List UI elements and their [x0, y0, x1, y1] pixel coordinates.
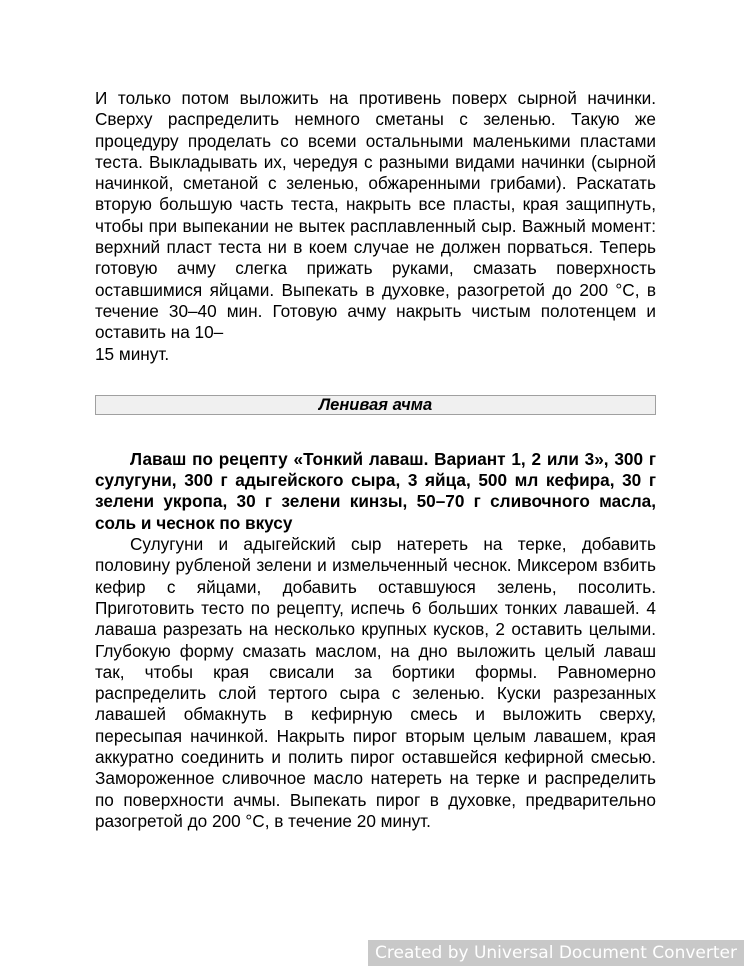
document-page — [95, 88, 656, 832]
watermark-banner: Created by Universal Document Converter — [368, 940, 744, 966]
ingredients-paragraph: Лаваш по рецепту «Тонкий лаваш. Вариант 1, 2 или 3», 300 г сулугуни, 300 г адыгейского сыра, 3 яйца, 500 мл кефира, 30 г зелени укропа, 30 г зелени кинзы, 50–70 г сливочного масла, соль и чеснок по вкусу — [95, 448, 656, 533]
instructions-paragraph: Сулугуни и адыгейский сыр натереть на терке, добавить половину рубленой зелени и измельченный чеснок. Миксером взбить кефир с яйцами, добавить оставшуюся зелень, посолить. Приготовить тесто по рецепту, испечь 6 больших тонких лавашей. 4 лаваша разрезать на несколько крупных кусков, 2 оставить целыми. Глубокую форму смазать маслом, на дно выложить целый лаваш так, чтобы края свисали за бортики формы. Равномерно распределить слой тертого сыра с зеленью. Куски разрезанных лавашей обмакнуть в кефирную смесь и выложить сверху, пересыпая начинкой. Накрыть пирог вторым целым лавашем, края аккуратно соединить и полить пирог оставшейся кефирной смесью. Замороженное сливочное масло натереть на терке и распределить по поверхности ачмы. Выпекать пирог в духовке, предварительно разогретой до 200 °C, в течение 20 минут. — [95, 534, 656, 831]
intro-paragraph: И только потом выложить на противень поверх сырной начинки. Сверху распределить немного сметаны с зеленью. Такую же процедуру проделать со всеми остальными маленькими пластами теста. Выкладывать их, чередуя с разными видами начинки (сырной начинкой, сметаной с зеленью, обжаренными грибами). Раскатать вторую большую часть теста, накрыть все пласты, края защипнуть, чтобы при выпекании не вытек расплавленный сыр. Важный момент: верхний пласт теста ни в коем случае не должен порваться. Теперь готовую ачму слегка прижать руками, смазать поверхность оставшимися яйцами. Выпекать в духовке, разогретой до 200 °C, в течение 30–40 мин. Готовую ачму накрыть чистым полотенцем и оставить на 10– 15 минут. — [95, 88, 656, 364]
section-title: Ленивая ачма — [95, 395, 656, 415]
